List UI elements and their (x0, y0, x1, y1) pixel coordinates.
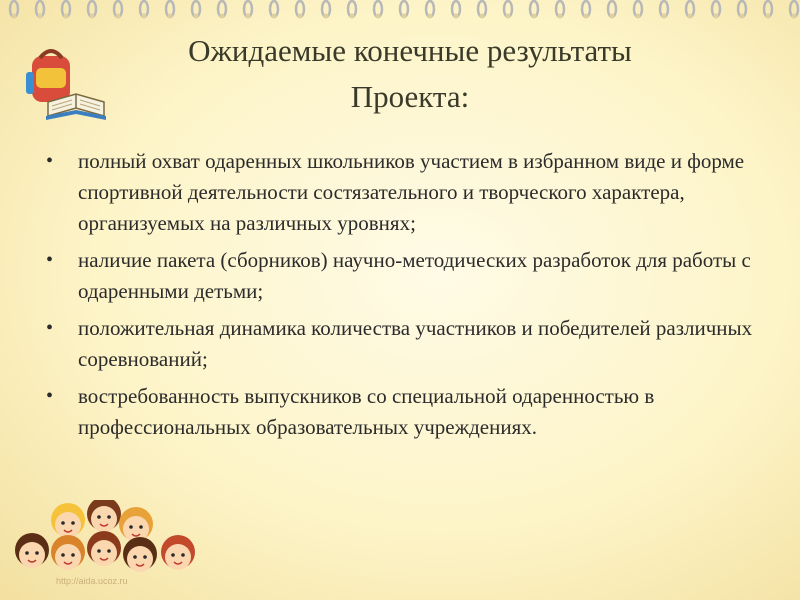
notebook-hole (662, 14, 667, 19)
notebook-hole (740, 14, 745, 19)
notebook-hole (714, 14, 719, 19)
notebook-hole (220, 14, 225, 19)
bullet-icon: • (46, 150, 54, 172)
notebook-hole (766, 14, 771, 19)
notebook-hole (142, 14, 147, 19)
notebook-hole (168, 14, 173, 19)
notebook-hole (116, 14, 121, 19)
title-line-2: Проекта: (350, 79, 470, 114)
notebook-rings-icon (0, 0, 800, 22)
notebook-hole (480, 14, 485, 19)
notebook-hole (298, 14, 303, 19)
notebook-hole (194, 14, 199, 19)
list-item (44, 381, 764, 443)
notebook-hole (38, 14, 43, 19)
list-item (44, 146, 764, 239)
list-item-text: полный охват одаренных школьников участием в избранном виде и форме спортивной деятельности состязательного и творческого характера, организуемых на различных уровнях; (78, 149, 745, 235)
child-face (87, 500, 121, 532)
notebook-hole (584, 14, 589, 19)
notebook-hole (12, 14, 17, 19)
child-face (87, 531, 121, 566)
bullet-icon: • (46, 385, 54, 407)
slide-title (110, 28, 710, 120)
backpack-icon (18, 42, 108, 124)
children-faces-icon (6, 500, 206, 580)
notebook-hole (376, 14, 381, 19)
notebook-hole (402, 14, 407, 19)
bullet-icon: • (46, 317, 54, 339)
notebook-hole (532, 14, 537, 19)
notebook-hole (610, 14, 615, 19)
list-item (44, 245, 764, 307)
list-item-text: положительная динамика количества участников и победителей различных соревнований; (78, 316, 753, 371)
child-face (51, 535, 85, 570)
footer-url: http://aida.ucoz.ru (56, 576, 128, 586)
child-face (51, 503, 85, 538)
notebook-hole (324, 14, 329, 19)
notebook-hole (64, 14, 69, 19)
notebook-hole (272, 14, 277, 19)
notebook-hole (454, 14, 459, 19)
notebook-hole (506, 14, 511, 19)
list-item-text: наличие пакета (сборников) научно-методических разработок для работы с одаренными детьми; (78, 248, 751, 303)
child-face (161, 535, 195, 570)
list-item-text: востребованность выпускников со специальной одаренностью в профессиональных образовательных учреждениях. (78, 384, 655, 439)
notebook-hole (636, 14, 641, 19)
child-face (119, 507, 153, 542)
title-line-1: Ожидаемые конечные результаты (188, 33, 632, 68)
notebook-hole (350, 14, 355, 19)
notebook-hole (558, 14, 563, 19)
results-list (44, 146, 764, 449)
list-item (44, 313, 764, 375)
notebook-hole (792, 14, 797, 19)
notebook-hole (246, 14, 251, 19)
notebook-hole (428, 14, 433, 19)
child-face (15, 533, 49, 568)
bullet-icon: • (46, 249, 54, 271)
child-face (123, 537, 157, 572)
notebook-hole (688, 14, 693, 19)
notebook-hole (90, 14, 95, 19)
